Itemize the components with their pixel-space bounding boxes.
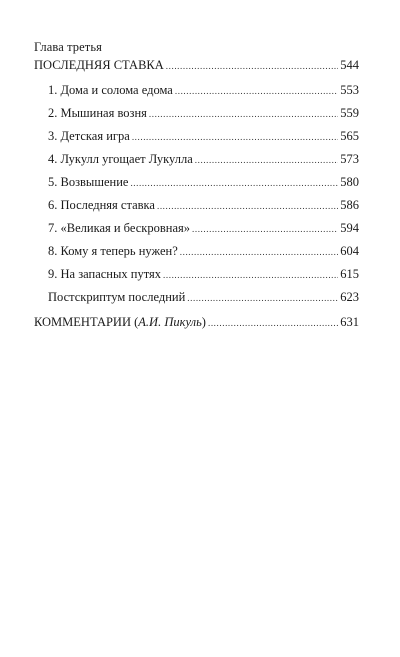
toc-entry-title: 5. Возвышение [48, 175, 129, 189]
toc-page-number: 565 [340, 129, 359, 143]
toc-page-number: 604 [340, 244, 359, 258]
dot-leader [208, 316, 338, 330]
commentary-label-close: ) [201, 315, 206, 329]
toc-page-number: 580 [340, 175, 359, 189]
toc-page-number: 623 [340, 290, 359, 304]
toc-part-title: ПОСЛЕДНЯЯ СТАВКА [34, 58, 164, 72]
dot-leader [149, 107, 338, 121]
dot-leader [180, 245, 339, 259]
dot-leader [187, 291, 338, 305]
toc-commentary-title [34, 315, 206, 329]
toc-entry-title: 9. На запасных путях [48, 267, 162, 281]
commentary-author: А.И. Пикуль [138, 315, 202, 329]
toc-entry-1 [34, 83, 359, 98]
toc-page-number: 586 [340, 198, 359, 212]
toc-entry-4 [34, 152, 359, 167]
toc-page-number: 594 [340, 221, 359, 235]
dot-leader [132, 130, 338, 144]
toc-entry-title: 6. Последняя ставка [48, 198, 155, 212]
toc-entry-title: 1. Дома и солома едома [48, 83, 173, 97]
toc-page-number: 631 [340, 315, 359, 329]
dot-leader [166, 59, 338, 73]
commentary-label: КОММЕНТАРИИ ( [34, 315, 139, 329]
dot-leader [130, 176, 338, 190]
toc-entry-title: 2. Мышиная возня [48, 106, 147, 120]
chapter-heading: Глава третья [34, 40, 103, 54]
toc-entry-title: 4. Лукулл угощает Лукулла [48, 152, 193, 166]
toc-entry-title: 3. Детская игра [48, 129, 130, 143]
toc-entry-5 [34, 175, 359, 190]
toc-page-number: 559 [340, 106, 359, 120]
toc-part-entry [34, 58, 359, 73]
toc-entry-6 [34, 198, 359, 213]
dot-leader [192, 222, 338, 236]
dot-leader [175, 84, 338, 98]
toc-entry-7 [34, 221, 359, 236]
toc-entry-8 [34, 244, 359, 259]
dot-leader [163, 268, 338, 282]
toc-page-number: 553 [340, 83, 359, 97]
table-of-contents [34, 40, 359, 330]
toc-entry-title: 8. Кому я теперь нужен? [48, 244, 178, 258]
toc-entry-postscript [34, 290, 359, 305]
toc-page-number: 573 [340, 152, 359, 166]
dot-leader [195, 153, 338, 167]
toc-entry-title: Постскриптум последний [48, 290, 186, 304]
toc-entry-2 [34, 106, 359, 121]
toc-entry-9 [34, 267, 359, 282]
toc-entry-3 [34, 129, 359, 144]
toc-page-number: 615 [340, 267, 359, 281]
toc-page-number: 544 [340, 58, 359, 72]
toc-entry-title: 7. «Великая и бескровная» [48, 221, 190, 235]
toc-commentary-entry [34, 315, 359, 330]
dot-leader [157, 199, 338, 213]
